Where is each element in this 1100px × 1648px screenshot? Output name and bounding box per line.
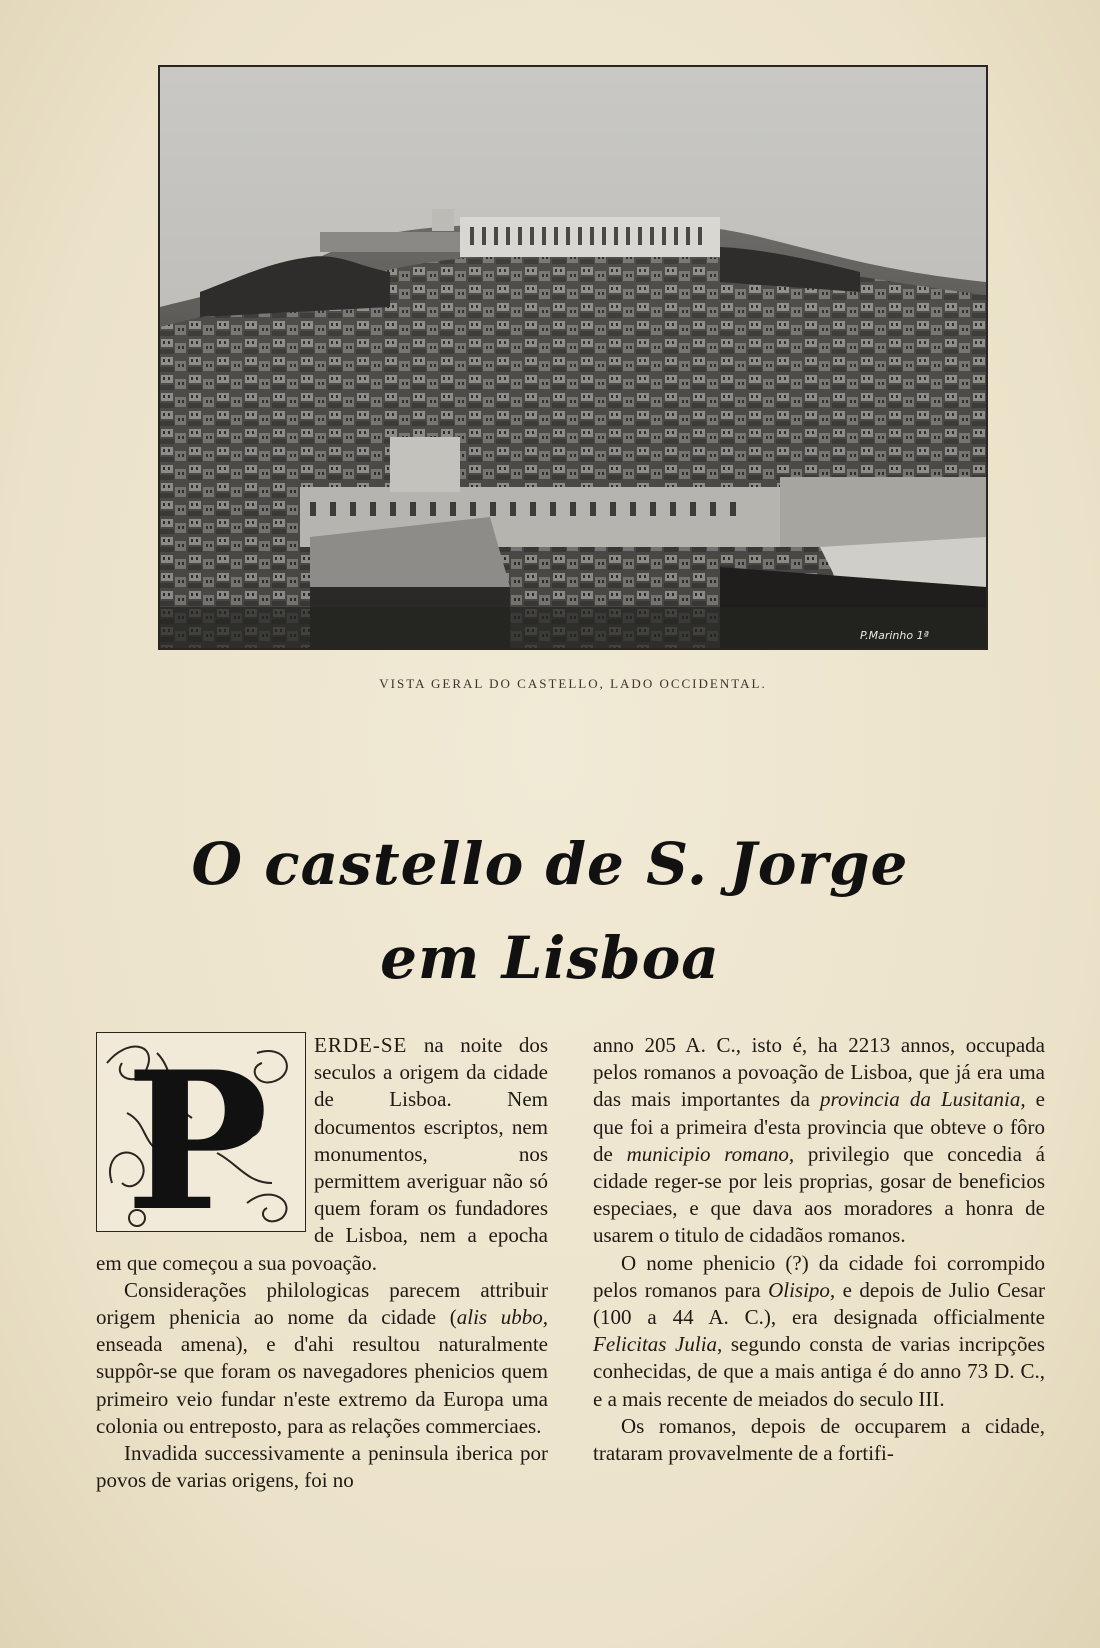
left-p2-text-a: Considerações philologicas parecem attribuir origem phenicia ao nome da cidade ( <box>96 1277 548 1330</box>
right-p2-text-c: segundo consta de varias incripções conhecidas, de que a mais antiga é do anno 73 D. C., e a mais recente de meiados do seculo III. <box>593 1332 1045 1411</box>
article-title <box>150 817 950 1005</box>
photo-caption: VISTA GERAL DO CASTELLO, LADO OCCIDENTAL. <box>379 676 767 691</box>
left-paragraph-2 <box>96 1277 548 1440</box>
right-p2-text-b: e depois de Julio Cesar (100 a 44 A. C.), era designada officialmente <box>593 1277 1045 1330</box>
lead-in-smallcaps: ERDE-SE <box>314 1033 408 1057</box>
right-p1-italic-1: provincia da Lusitania, <box>820 1087 1026 1112</box>
right-p2-italic-2: Felicitas Julia, <box>593 1332 723 1357</box>
right-paragraph-3: Os romanos, depois de occuparem a cidade, trataram provavelmente de a fortifi- <box>593 1413 1045 1466</box>
right-paragraph-2 <box>593 1250 1045 1413</box>
right-p1-text-c: privilegio que concedia á cidade reger-se por leis proprias, gosar de beneficios especiaes, e que dava aos moradores a honra de usarem o titulo de cidadãos romanos. <box>593 1141 1045 1248</box>
left-p1-text: na noite dos seculos a origem da cidade de Lisboa. Nem documentos escriptos, nem monumentos, nos permittem averiguar não só quem foram os fundadores de Lisboa, nem a epocha em que começou a sua povoação. <box>96 1033 548 1275</box>
photo-signature: P.Marinho 1ª <box>860 629 929 642</box>
right-p1-text-b: e que foi a primeira d'esta provincia que obteve o fôro de <box>593 1087 1046 1166</box>
right-p2-text-a: O nome phenicio (?) da cidade foi corrompido pelos romanos para <box>593 1250 1045 1302</box>
left-paragraph-3: Invadida successivamente a peninsula iberica por povos de varias origens, foi no <box>96 1441 548 1493</box>
dropcap-letter: P <box>125 1033 269 1231</box>
title-line-1: O castello de S. Jorge <box>191 829 909 898</box>
right-paragraph-1 <box>593 1032 1045 1250</box>
right-p1-italic-2: municipio romano, <box>626 1141 795 1166</box>
left-p2-text-b: enseada amena), e d'ahi resultou naturalmente suppôr-se que foram os navegadores phenicios quem primeiro veio fundar n'este extremo da Europa uma colonia ou entreposto, para as relações commerciaes. <box>96 1332 548 1438</box>
right-column <box>593 1032 1045 1467</box>
title-line-2: em Lisboa <box>380 923 720 992</box>
right-p1-text-a: anno 205 A. C., isto é, ha 2213 annos, occupada pelos romanos a povoação de Lisboa, que já era uma das mais importantes da <box>593 1033 1045 1112</box>
ornamental-dropcap <box>96 1032 306 1232</box>
castle-photograph <box>158 65 988 650</box>
right-p2-italic-1: Olisipo, <box>768 1277 836 1302</box>
left-p2-italic: alis ubbo, <box>456 1305 548 1330</box>
left-column <box>96 1032 548 1494</box>
